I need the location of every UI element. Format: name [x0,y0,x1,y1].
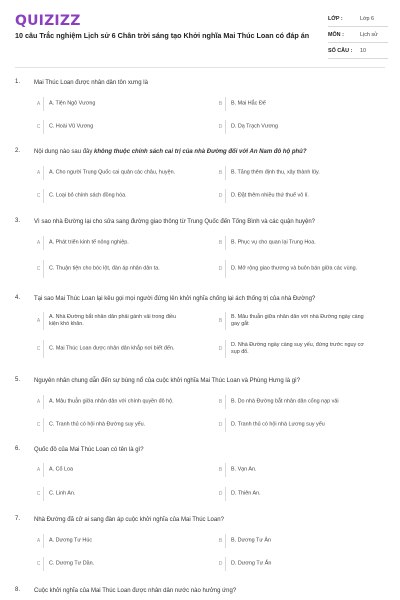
option-text: A. Nhà Đường bắt nhân dân phải gánh vải trong điều kiện khó khăn. [49,314,177,327]
meta-value: Lịch sử [360,32,378,38]
option-text: B. Do nhà Đường bắt nhân dân cống nạp vải [231,398,339,405]
option-a[interactable] [34,463,204,477]
question-number: 3. [15,218,21,224]
option-text: A. Phát triển kinh tế nông nghiệp. [49,239,129,246]
question-number: 5. [15,377,21,383]
meta-value: Lớp 6 [360,16,375,22]
question-text: Cuộc khởi nghĩa của Mai Thúc Loan được nhân dân nước nào hưởng ứng? [34,588,237,594]
option-letter: A [34,236,44,250]
option-letter: B [216,236,226,250]
option-letter: D [216,340,226,358]
option-a[interactable] [34,236,204,250]
option-letter: B [216,395,226,409]
option-text: C. Tranh thủ có hội nhà Đường suy yếu. [49,421,146,428]
question-text: Nhà Đường đã cử ai sang đàn áp cuộc khởi nghĩa của Mai Thúc Loan? [34,517,224,523]
question-text: Vì sao nhà Đường lại cho sửa sang đường giao thông từ Trung Quốc đến Tống Bình và các quận huyện? [34,219,316,225]
option-letter: D [216,189,226,203]
question-text-emphasis: không thuộc [94,149,131,155]
option-text: C. Hoài Vũ Vương [49,123,94,130]
option-c[interactable] [34,418,204,432]
option-a[interactable] [34,97,204,111]
option-b[interactable] [216,97,386,111]
option-text: A. Cho người Trung Quốc cai quản các châu, huyện. [49,169,176,176]
option-a[interactable] [34,166,204,180]
question-text: Tại sao Mai Thúc Loan lại kêu gọi mọi người đứng lên khởi nghĩa chống lại ách thống trị của nhà Đường? [34,296,316,302]
option-d[interactable] [216,418,386,432]
option-b[interactable] [216,463,386,477]
question-number: 1. [15,79,21,85]
header-divider [15,67,385,68]
option-letter: D [216,487,226,501]
option-text: C. Thuận tiện cho bóc lột, đàn áp nhân dân ta. [49,265,160,272]
option-letter: B [216,97,226,111]
option-c[interactable] [34,189,204,203]
option-text: A. Cổ Loa [49,466,73,473]
option-d[interactable] [216,120,386,134]
option-text: C. Loại bỏ chính sách đồng hóa. [49,192,127,199]
option-c[interactable] [34,487,204,501]
meta-label: MÔN : [328,32,344,38]
question-text-end: chính sách cai trị của nhà Đường đối với An Nam đô hộ phủ? [130,149,307,155]
option-letter: B [216,166,226,180]
option-letter: D [216,418,226,432]
meta-grade [328,13,388,27]
option-text: C. Mai Thúc Loan được nhân dân khắp nơi biết đến. [49,345,175,352]
option-b[interactable] [216,534,386,548]
option-text: B. Mâu thuẫn giữa nhân dân với nhà Đường ngày càng gay gắt [231,314,364,327]
question-text [34,148,379,156]
question-text-start: Nội dung nào sau đây [34,149,95,155]
option-letter: C [34,418,44,432]
option-c[interactable] [34,557,204,571]
option-c[interactable] [34,120,204,134]
meta-label: SỐ CÂU : [328,48,353,54]
option-letter: C [34,120,44,134]
option-text: D. Thiên An. [231,490,261,497]
option-c[interactable] [34,260,204,278]
question-text: Nguyên nhân chung dẫn đến sự bùng nổ của cuộc khởi nghĩa Mai Thúc Loan và Phùng Hưng là gì? [34,378,301,384]
option-text: B. Tăng thêm định thu, xây thành lũy. [231,169,320,176]
question-number: 7. [15,516,21,522]
option-letter: A [34,312,44,330]
option-text: D. Dạ Trạch Vương [231,123,278,130]
option-text: D. Mở rộng giao thương và buôn bán giữa các vùng. [231,265,358,272]
option-letter: C [34,557,44,571]
option-text: D. Tranh thủ có hội nhà Lương suy yếu [231,421,325,428]
option-a[interactable] [34,312,204,330]
worksheet-meta [328,13,388,61]
option-a[interactable] [34,395,204,409]
option-letter: D [216,260,226,278]
option-letter: C [34,340,44,358]
option-text: C. Linh An. [49,490,76,497]
question-number: 2. [15,148,21,154]
option-text: B. Vạn An. [231,466,257,473]
option-text: A. Dương Tư Húc [49,537,93,544]
question-number: 8. [15,587,21,593]
meta-subject [328,29,388,43]
meta-value: 10 [360,48,366,54]
option-d[interactable] [216,487,386,501]
option-a[interactable] [34,534,204,548]
option-letter: A [34,97,44,111]
option-letter: C [34,189,44,203]
option-letter: A [34,534,44,548]
option-text: A. Mâu thuẫn giữa nhân dân với chính quyền đô hộ. [49,398,174,405]
option-letter: B [216,534,226,548]
question-number: 4. [15,295,21,301]
option-text: C. Dương Tư Dần. [49,560,95,567]
worksheet-header [0,0,400,66]
option-letter: B [216,463,226,477]
quizizz-logo: QUIZIZZ [15,13,81,29]
option-letter: A [34,463,44,477]
worksheet-title: 10 câu Trắc nghiệm Lịch sử 6 Chân trời sáng tạo Khởi nghĩa Mai Thúc Loan có đáp án [15,31,310,40]
meta-label: LỚP : [328,16,343,22]
option-d[interactable] [216,189,386,203]
option-letter: C [34,487,44,501]
option-c[interactable] [34,340,204,358]
option-d[interactable] [216,260,386,278]
option-text: B. Dương Tư Ân [231,537,272,544]
option-letter: A [34,395,44,409]
question-text: Mai Thúc Loan được nhân dân tôn xưng là [34,80,148,86]
meta-question-count [328,45,388,59]
option-letter: A [34,166,44,180]
question-number: 6. [15,446,21,452]
option-d[interactable] [216,557,386,571]
option-text: B. Mai Hắc Đế [231,100,266,107]
option-letter: D [216,120,226,134]
option-b[interactable] [216,166,386,180]
option-b[interactable] [216,236,386,250]
option-text: D. Đặt thêm nhiều thứ thuế vô lí. [231,192,309,199]
option-letter: D [216,557,226,571]
option-text: A. Tiện Ngô Vương [49,100,96,107]
option-b[interactable] [216,312,386,330]
option-letter: B [216,312,226,330]
option-text: B. Phục vụ cho quan lại Trung Hoa. [231,239,316,246]
option-b[interactable] [216,395,386,409]
option-d[interactable] [216,340,386,358]
question-text: Quốc đô của Mai Thúc Loan có tên là gì? [34,447,144,453]
option-text: D. Nhà Đường ngày càng suy yếu, đứng trước nguy cơ sụp đổ. [231,342,364,355]
option-letter: C [34,260,44,278]
option-text: D. Dương Tư Ấn [231,560,272,567]
